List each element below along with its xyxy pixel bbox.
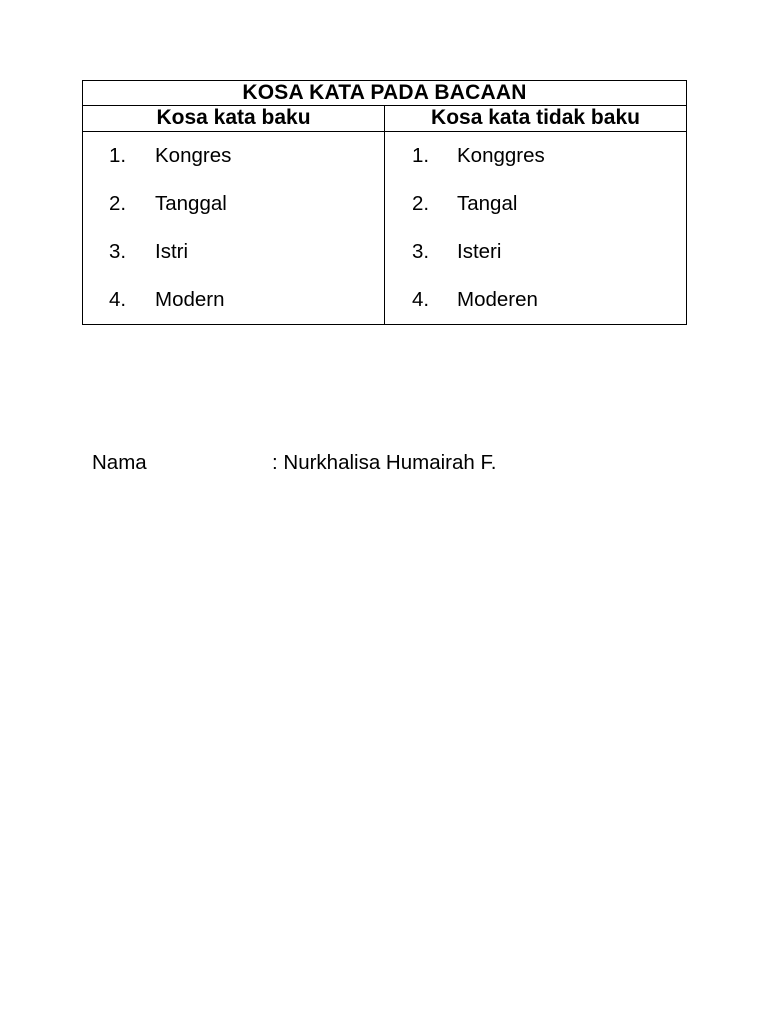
list-item-word: Isteri bbox=[457, 240, 502, 263]
list-item bbox=[83, 276, 384, 324]
list-item bbox=[385, 132, 686, 180]
list-item-word: Moderen bbox=[457, 288, 538, 311]
list-item-word: Tangal bbox=[457, 192, 518, 215]
list-item-word: Konggres bbox=[457, 144, 545, 167]
list-item bbox=[83, 132, 384, 180]
list-item-number: 3. bbox=[109, 240, 127, 263]
vocabulary-table bbox=[82, 80, 687, 325]
table-title-row bbox=[83, 81, 687, 106]
name-field-value: : Nurkhalisa Humairah F. bbox=[272, 451, 497, 474]
table-header-row bbox=[83, 106, 687, 132]
column-header-tidak-baku: Kosa kata tidak baku bbox=[385, 106, 687, 132]
list-item-word: Modern bbox=[155, 288, 225, 311]
list-item-number: 2. bbox=[412, 192, 430, 215]
list-item-word: Kongres bbox=[155, 144, 232, 167]
column-cell-baku bbox=[83, 132, 385, 325]
list-item-number: 2. bbox=[109, 192, 127, 215]
list-item-number: 4. bbox=[109, 288, 127, 311]
list-item-word: Istri bbox=[155, 240, 189, 263]
column-cell-tidak-baku bbox=[385, 132, 687, 325]
list-item-word: Tanggal bbox=[155, 192, 227, 215]
name-field-label: Nama bbox=[92, 451, 147, 474]
list-item bbox=[385, 180, 686, 228]
list-item bbox=[385, 276, 686, 324]
table-title: KOSA KATA PADA BACAAN bbox=[83, 81, 687, 106]
list-item-number: 3. bbox=[412, 240, 430, 263]
tidak-baku-word-list bbox=[385, 132, 686, 324]
list-item bbox=[83, 180, 384, 228]
column-header-baku: Kosa kata baku bbox=[83, 106, 385, 132]
list-item-number: 1. bbox=[412, 144, 430, 167]
list-item-number: 1. bbox=[109, 144, 127, 167]
list-item-number: 4. bbox=[412, 288, 430, 311]
list-item bbox=[83, 228, 384, 276]
table-body-row bbox=[83, 132, 687, 325]
name-field bbox=[92, 448, 496, 478]
list-item bbox=[385, 228, 686, 276]
baku-word-list bbox=[83, 132, 384, 324]
